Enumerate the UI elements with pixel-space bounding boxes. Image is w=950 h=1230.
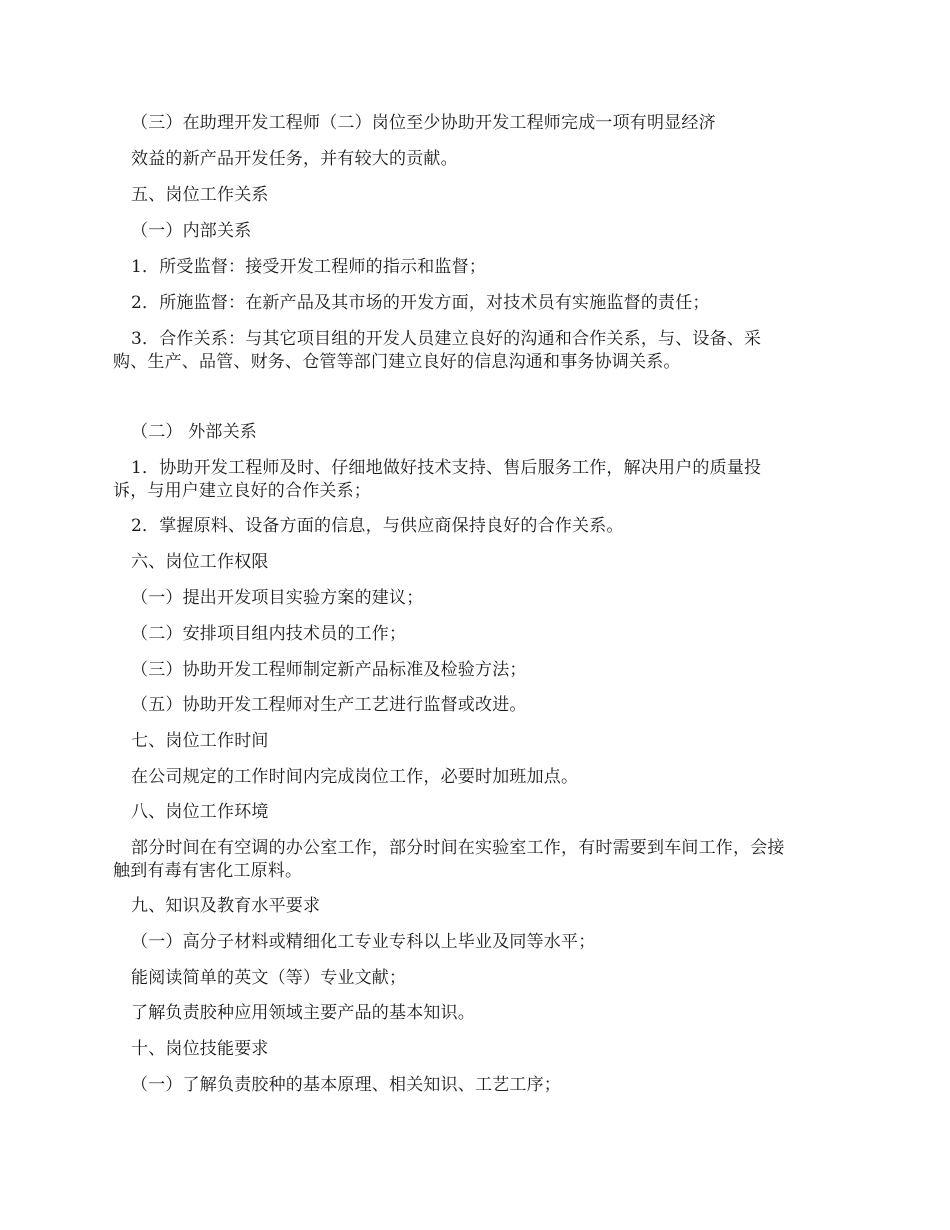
section-heading: 九、知识及教育水平要求 <box>131 896 321 916</box>
list-item: （一）高分子材料或精细化工专业专科以上毕业及同等水平； <box>131 932 596 952</box>
list-item: 3．合作关系：与其它项目组的开发人员建立良好的沟通和合作关系，与、设备、采 <box>131 329 762 349</box>
section-heading: 五、岗位工作关系 <box>131 185 269 205</box>
section-heading: 八、岗位工作环境 <box>131 802 269 822</box>
list-item-continuation: 诉，与用户建立良好的合作关系； <box>113 481 371 501</box>
paragraph-line: （三）在助理开发工程师（二）岗位至少协助开发工程师完成一项有明显经济 <box>131 113 716 133</box>
paragraph-line: 部分时间在有空调的办公室工作，部分时间在实验室工作，有时需要到车间工作，会接 <box>131 838 785 858</box>
list-item: 2．所施监督：在新产品及其市场的开发方面，对技术员有实施监督的责任； <box>131 293 710 313</box>
paragraph-line: 效益的新产品开发任务，并有较大的贡献。 <box>131 149 458 169</box>
list-item-continuation: 购、生产、品管、财务、仓管等部门建立良好的信息沟通和事务协调关系。 <box>113 352 681 372</box>
list-item: 1．协助开发工程师及时、仔细地做好技术支持、售后服务工作，解决用户的质量投 <box>131 458 762 478</box>
section-heading: 十、岗位技能要求 <box>131 1039 269 1059</box>
list-item: 2．掌握原料、设备方面的信息，与供应商保持良好的合作关系。 <box>131 516 624 536</box>
section-heading: 七、岗位工作时间 <box>131 731 269 751</box>
paragraph-line: 了解负责胶种应用领域主要产品的基本知识。 <box>131 1003 475 1023</box>
section-heading: 六、岗位工作权限 <box>131 552 269 572</box>
list-item: （五）协助开发工程师对生产工艺进行监督或改进。 <box>131 695 527 715</box>
list-item: 1．所受监督：接受开发工程师的指示和监督； <box>131 257 487 277</box>
paragraph-continuation: 触到有毒有害化工原料。 <box>113 861 303 881</box>
subsection-heading: （一）内部关系 <box>131 221 252 241</box>
paragraph-line: 能阅读简单的英文（等）专业文献； <box>131 968 407 988</box>
list-item: （二）安排项目组内技术员的工作； <box>131 624 407 644</box>
list-item: （三）协助开发工程师制定新产品标准及检验方法； <box>131 660 527 680</box>
list-item: （一）了解负责胶种的基本原理、相关知识、工艺工序； <box>131 1075 561 1095</box>
subsection-heading: （二） 外部关系 <box>131 422 258 442</box>
list-item: （一）提出开发项目实验方案的建议； <box>131 588 424 608</box>
paragraph-line: 在公司规定的工作时间内完成岗位工作，必要时加班加点。 <box>131 767 579 787</box>
